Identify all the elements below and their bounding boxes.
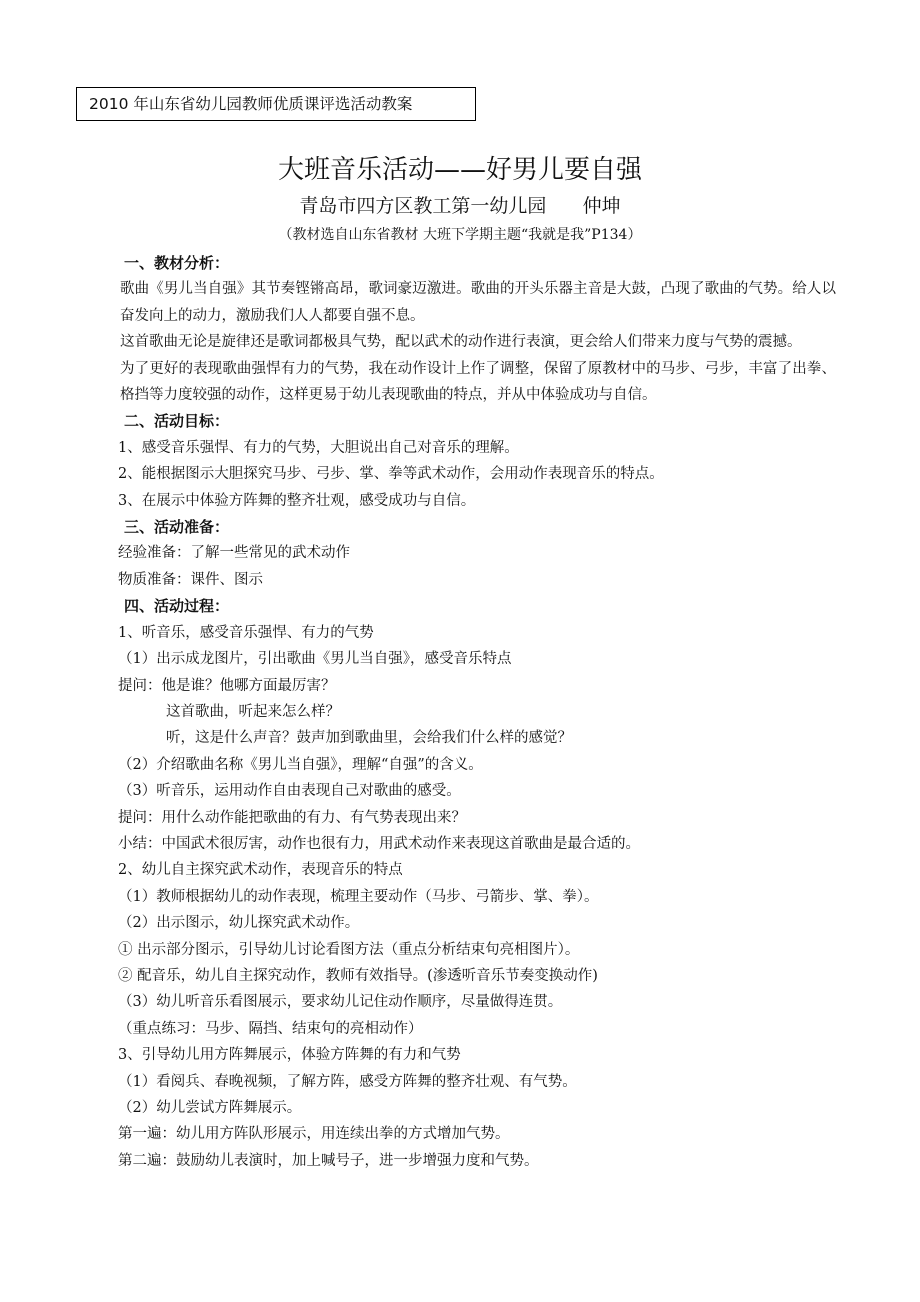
list-item: 第一遍：幼儿用方阵队形展示，用连续出拳的方式增加气势。 <box>118 1126 510 1143</box>
list-item: 提问：用什么动作能把歌曲的有力、有气势表现出来？ <box>118 809 466 826</box>
list-item: 听，这是什么声音？鼓声加到歌曲里，会给我们什么样的感觉？ <box>166 730 572 747</box>
list-item: 1、感受音乐强悍、有力的气势，大胆说出自己对音乐的理解。 <box>118 439 519 456</box>
list-item: （1）教师根据幼儿的动作表现，梳理主要动作（马步、弓箭步、掌、拳）。 <box>118 888 599 905</box>
list-item: 物质准备：课件、图示 <box>118 571 263 588</box>
list-item: （1）看阅兵、春晚视频，了解方阵，感受方阵舞的整齐壮观、有气势。 <box>118 1073 577 1090</box>
list-item: 小结：中国武术很厉害，动作也很有力，用武术动作来表现这首歌曲是最合适的。 <box>118 835 640 852</box>
source-note: （教材选自山东省教材 大班下学期主题“我就是我”P134） <box>278 227 642 243</box>
list-item: 3、在展示中体验方阵舞的整齐壮观，感受成功与自信。 <box>118 492 476 509</box>
list-item: （2）幼儿尝试方阵舞展示。 <box>118 1100 302 1116</box>
list-item: （2）出示图示，幼儿探究武术动作。 <box>118 915 360 932</box>
list-item: 2、能根据图示大胆探究马步、弓步、掌、拳等武术动作，会用动作表现音乐的特点。 <box>118 466 664 483</box>
list-item: （1）出示成龙图片，引出歌曲《男儿当自强》，感受音乐特点 <box>118 651 512 668</box>
list-item: （2）介绍歌曲名称《男儿当自强》，理解“自强”的含义。 <box>118 756 483 773</box>
list-item: （3）听音乐，运用动作自由表现自己对歌曲的感受。 <box>118 783 461 800</box>
section-heading-goals: 二、活动目标： <box>124 412 230 431</box>
list-item: 1、听音乐，感受音乐强悍、有力的气势 <box>118 624 374 641</box>
paragraph-text: 歌曲《男儿当自强》其节奏铿锵高昂，歌词豪迈激进。歌曲的开头乐器主音是大鼓，凸现了歌曲的气势。给人以奋发向上的动力，激励我们人人都要自强不息。 <box>120 281 836 324</box>
paragraph <box>120 276 836 329</box>
document-body <box>120 250 836 1174</box>
section-heading-process: 四、活动过程： <box>124 597 230 616</box>
section-heading-analysis: 一、教材分析： <box>124 254 230 272</box>
contest-header-box: 2010 年山东省幼儿园教师优质课评选活动教案 <box>76 87 476 121</box>
list-item: （3）幼儿听音乐看图展示，要求幼儿记住动作顺序，尽量做得连贯。 <box>118 994 563 1011</box>
paragraph <box>120 329 836 355</box>
paragraph-text: 这首歌曲无论是旋律还是歌词都极具气势，配以武术的动作进行表演，更会给人们带来力度与气势的震撼。 <box>120 334 802 351</box>
paragraph <box>120 356 836 409</box>
list-item: ① 出示部分图示，引导幼儿讨论看图方法（重点分析结束句亮相图片）。 <box>118 941 580 958</box>
page-title: 大班音乐活动——好男儿要自强 <box>277 155 642 185</box>
section-heading-preparation: 三、活动准备： <box>124 518 230 537</box>
list-item: 2、幼儿自主探究武术动作，表现音乐的特点 <box>118 862 403 879</box>
author-line: 青岛市四方区教工第一幼儿园 仲坤 <box>299 195 621 217</box>
list-item: 提问：他是谁？他哪方面最厉害？ <box>118 677 336 694</box>
list-item: 经验准备：了解一些常见的武术动作 <box>118 545 350 562</box>
list-item: 这首歌曲，听起来怎么样？ <box>166 703 340 720</box>
list-item: 第二遍：鼓励幼儿表演时，加上喊号子，进一步增强力度和气势。 <box>118 1152 539 1169</box>
list-item: ② 配音乐，幼儿自主探究动作，教师有效指导。(渗透听音乐节奏变换动作) <box>118 967 598 984</box>
list-item: （重点练习：马步、隔挡、结束句的亮相动作） <box>118 1020 423 1037</box>
paragraph-text: 为了更好的表现歌曲强悍有力的气势，我在动作设计上作了调整，保留了原教材中的马步、弓步，丰富了出拳、格挡等力度较强的动作，这样更易于幼儿表现歌曲的特点，并从中体验成功与自信。 <box>120 360 836 404</box>
list-item: 3、引导幼儿用方阵舞展示，体验方阵舞的有力和气势 <box>118 1047 461 1064</box>
